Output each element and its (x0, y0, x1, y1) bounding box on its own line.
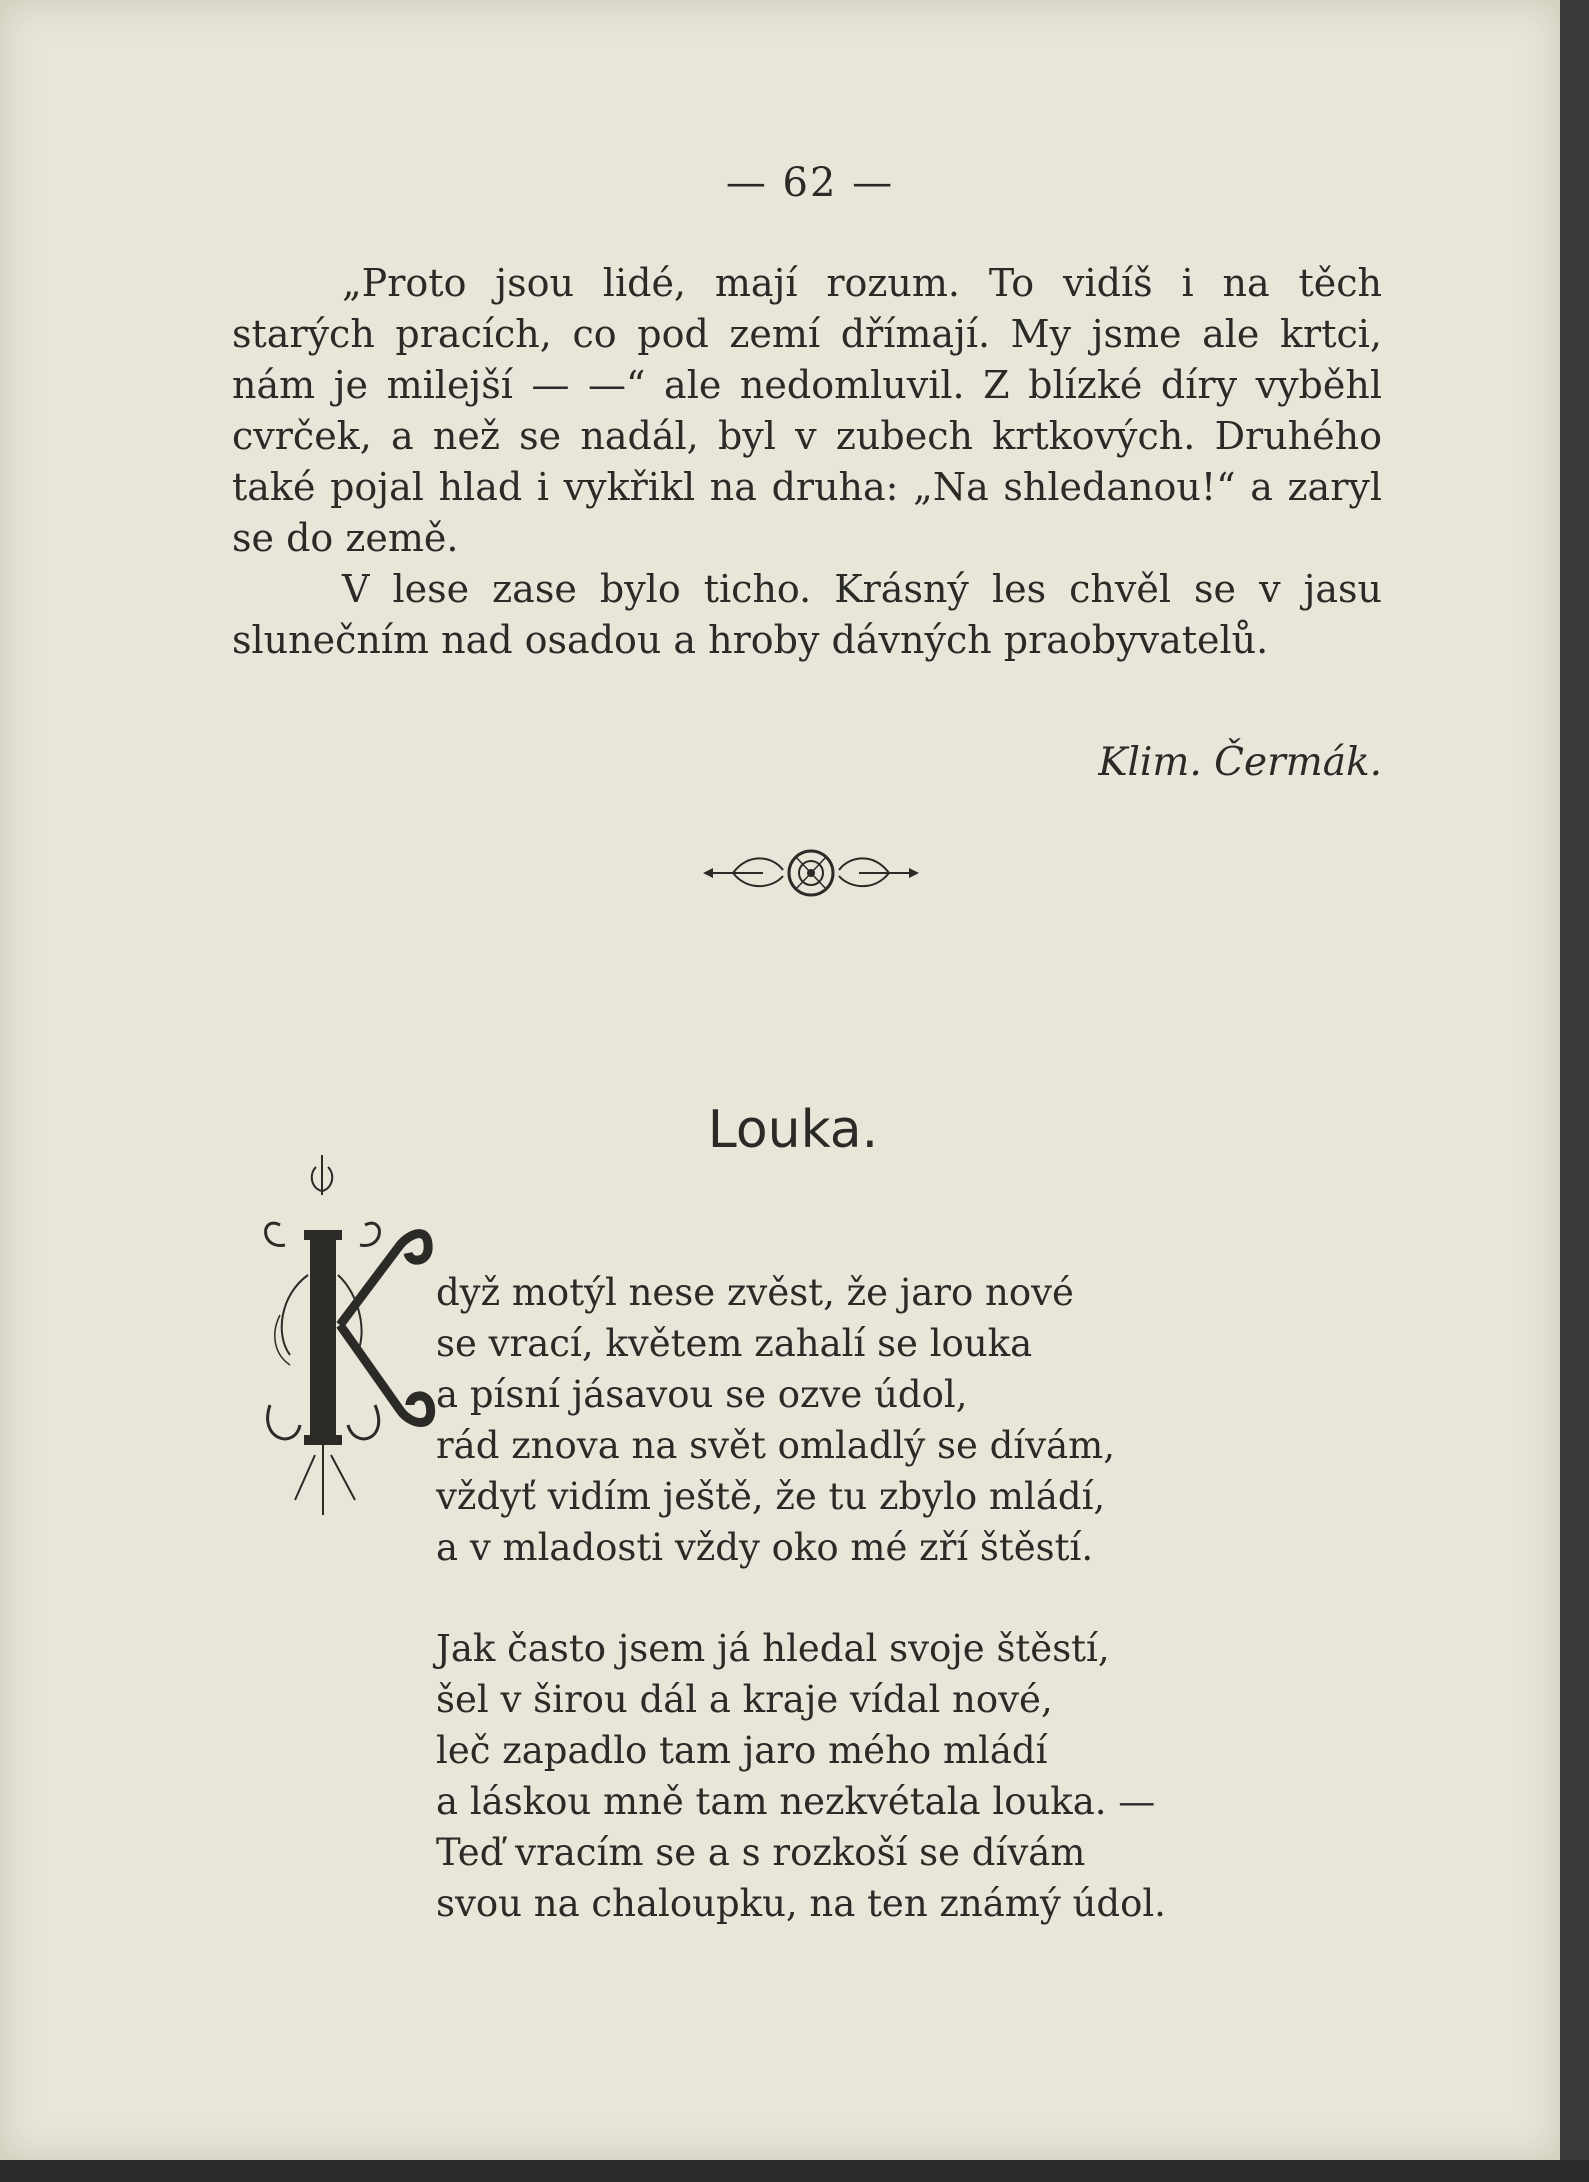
poem-line: šel v širou dál a kraje vídal nové, (436, 1678, 1053, 1721)
prose-paragraph-1: „Proto jsou lidé, mají rozum. To vidíš i na těch starých pracích, co pod zemí dřímají. My jsme ale krtci, nám je milejší — —“ ale nedomluvil. Z blízké díry vyběhl cvrček, a než se nadál, byl v zubech krtkových. Druhého také pojal hlad i vykřikl na druha: „Na shledanou!“ a zaryl se do země. (232, 261, 1382, 560)
scan-right-edge (1560, 0, 1589, 2182)
poem-stanza-2 (436, 1623, 1166, 1929)
prose-paragraph-2: V lese zase bylo ticho. Krásný les chvěl se v jasu slunečním nad osadou a hroby dávných praobyvatelů. (232, 567, 1382, 662)
author-signature: Klim. Čermák. (1098, 740, 1382, 785)
poem-line: leč zapadlo tam jaro mého mládí (436, 1729, 1048, 1772)
poem-line: Teď vracím se a s rozkoší se dívám (436, 1831, 1086, 1874)
poem-line: vždyť vidím ještě, že tu zbylo mládí, (436, 1475, 1106, 1518)
poem-stanza-1 (436, 1267, 1115, 1573)
poem-line: dyž motýl nese zvěst, že jaro nové (436, 1271, 1074, 1314)
poem-line: se vrací, květem zahalí se louka (436, 1322, 1033, 1365)
poem-line: svou na chaloupku, na ten známý údol. (436, 1882, 1166, 1925)
poem-title: Louka. (707, 1100, 879, 1160)
poem-line: a písní jásavou se ozve údol, (436, 1373, 968, 1416)
decorative-initial-k-icon (260, 1155, 450, 1515)
poem-line: a v mladosti vždy oko mé zří štěstí. (436, 1526, 1094, 1569)
scan-bottom-edge (0, 2160, 1589, 2182)
page-number: — 62 — (725, 160, 895, 206)
ornament-divider-icon (703, 842, 919, 902)
prose-text (232, 258, 1382, 666)
poem-line: a láskou mně tam nezkvétala louka. — (436, 1780, 1156, 1823)
poem-line: rád znova na svět omladlý se dívám, (436, 1424, 1115, 1467)
poem-line: Jak často jsem já hledal svoje štěstí, (436, 1627, 1110, 1670)
